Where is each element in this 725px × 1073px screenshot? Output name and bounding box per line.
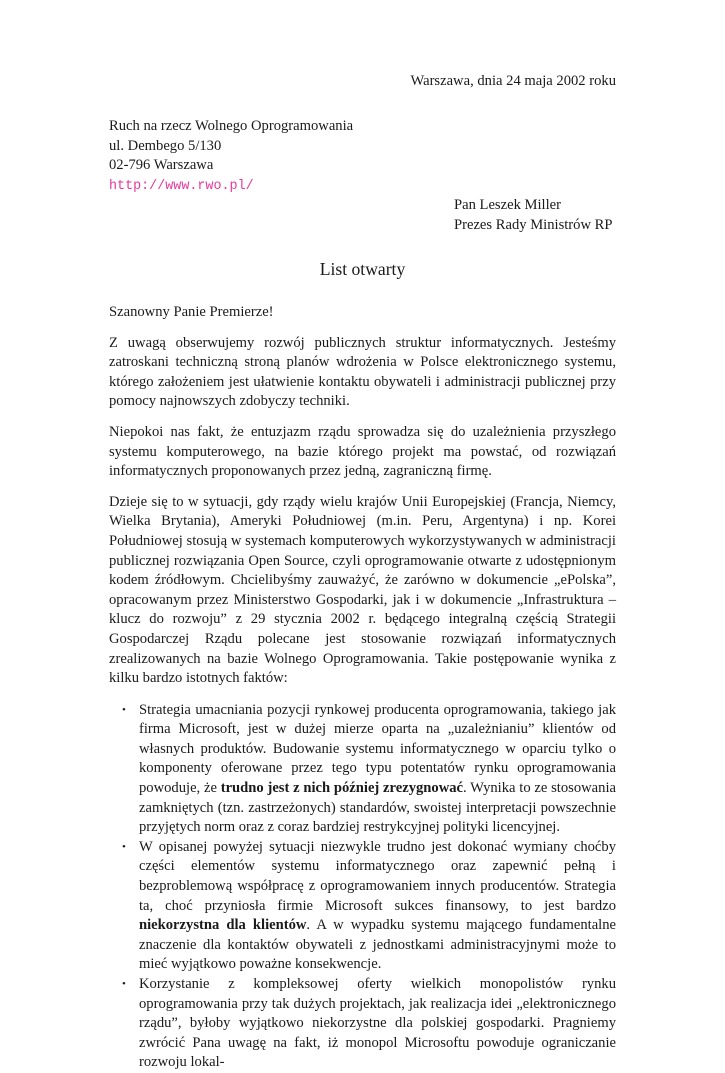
paragraph: Niepokoi nas fakt, że entuzjazm rządu sprowadza się do uzależnienia przyszłego systemu komputerowego, na bazie którego projekt ma powstać, od rozwiązań informatycznych proponowanych przez jedną, zagraniczną firmę. (109, 423, 616, 480)
date-line: Warszawa, dnia 24 maja 2002 roku (410, 73, 616, 89)
salutation: Szanowny Panie Premierze! (109, 304, 274, 320)
list-item-text: . Wynika to ze stosowania zamkniętych (tzn. zastrzeżonych) standardów, swoistej interpretacji powszechnie przyjętych norm oraz z coraz bardziej restrykcyjnej polityki licencyjnej. (139, 780, 616, 836)
list-item-emphasis: niekorzystna dla klientów (139, 917, 307, 934)
sender-city: 02-796 Warszawa (109, 157, 214, 174)
sender-address (109, 117, 353, 196)
list-item (122, 701, 616, 838)
sender-street: ul. Dembego 5/130 (109, 137, 222, 154)
list-item-text: Korzystanie z kompleksowej oferty wielkich monopolistów rynku oprogramowania przy tak dużych projektach, jak realizacja idei „elektronicznego rządu”, byłoby wyjątkowo niekorzystne dla polskiej gospodarki. Pragniemy zwrócić Pana uwagę na fakt, iż monopol Microsoftu powoduje ograniczanie rozwoju lokal- (139, 976, 616, 1071)
paragraph: Z uwagą obserwujemy rozwój publicznych struktur informatycznych. Jesteśmy zatroskani techniczną stroną planów wdrożenia w Polsce elektronicznego systemu, którego założeniem jest ułatwienie kontaktu obywateli i administracji publicznej przy pomocy najnowszych zdobyczy techniki. (109, 334, 616, 410)
list-item-emphasis: trudno jest z nich później zrezygnować (220, 780, 464, 797)
list-item-text: . A w wypadku systemu mającego fundamentalne znaczenie dla kontaktów obywateli z jednostkami administracyjnymi może to mieć wyjątkowo poważne konsekwencje. (139, 917, 617, 973)
list-item-text: Strategia umacniania pozycji rynkowej producenta oprogramowania, takiego jak firma Microsoft, jest w dużej mierze oparta na „uzależnianiu” klientów od własnych produktów. Budowanie systemu informatycznego w oparciu tylko o komponenty oferowane przez tego typu potentatów rynku oprogramowania powoduje, że (139, 701, 616, 797)
recipient-title: Prezes Rady Ministrów RP (454, 216, 613, 233)
list-item (122, 838, 617, 975)
sender-name: Ruch na rzecz Wolnego Oprogramowania (109, 118, 354, 134)
letter-body (109, 303, 616, 1073)
facts-list (109, 701, 616, 1073)
list-item-text: W opisanej powyżej sytuacji niezwykle trudno jest dokonać wymiany choćby części elementów systemu informatycznego oraz zapewnić pełną i bezproblemową współpracę z oprogramowaniem innych producentów. Strategia ta, choć przyniosła firmie Microsoft sukces finansowy, to jest bardzo (139, 838, 616, 914)
sender-website-link[interactable]: http://www.rwo.pl/ (109, 178, 254, 194)
bullet-icon: • (122, 703, 126, 716)
bullet-icon: • (122, 840, 126, 853)
bullet-icon: • (122, 978, 126, 990)
recipient-address (454, 196, 613, 235)
paragraph: Dzieje się to w sytuacji, gdy rządy wielu krajów Unii Europejskiej (Francja, Niemcy, Wielka Brytania), Ameryki Południowej (m.in. Peru, Argentyna) i np. Korei Południowej stosują w systemach komputerowych wykorzystywanych w administracji publicznej rozwiązania Open Source, czyli oprogramowanie otwarte z udostępnionym kodem źródłowym. Chcielibyśmy zauważyć, że zarówno w dokumencie „ePolska”, opracowanym przez Ministerstwo Gospodarki, jak i w dokumencie „Infrastruktura – klucz do rozwoju” z 29 stycznia 2002 r. będącego integralną częścią Strategii Gospodarczej Rządu polecane jest stosowanie rozwiązań informatycznych zrealizowanych na bazie Wolnego Oprogramowania. Takie postępowanie wynika z kilku bardzo istotnych faktów: (109, 493, 616, 687)
recipient-name: Pan Leszek Miller (454, 197, 561, 213)
letter-title: List otwarty (319, 259, 406, 279)
